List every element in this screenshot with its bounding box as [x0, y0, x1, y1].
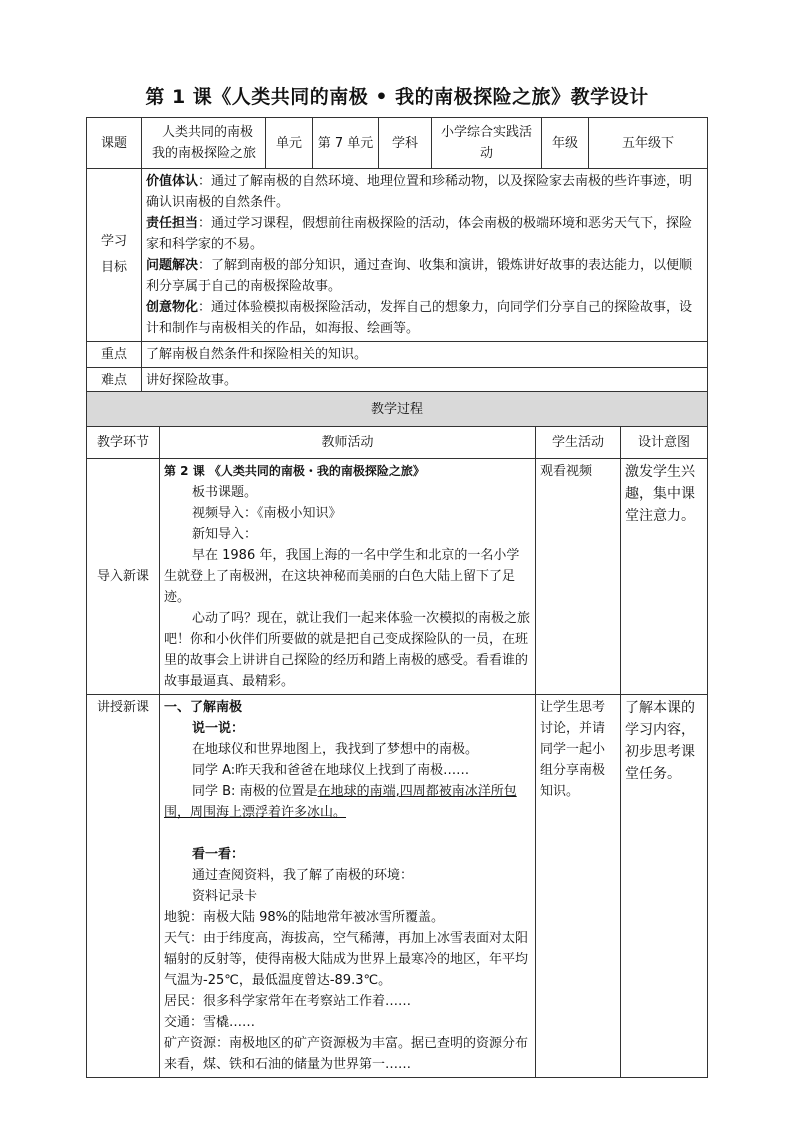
objective-text: 了解到南极的部分知识，通过查询、收集和演讲，锻炼讲好故事的表达能力，以便顺利分享属于自己的南极探险故事。 [146, 258, 693, 294]
fact-line: 天气：由于纬度高，海拔高，空气稀薄，再加上冰雪表面对太阳辐射的反射等，使得南极大陆成为世界上最寒冷的地区，年平均气温为-25℃，最低温度曾达-89.3℃。 [164, 931, 529, 988]
label-key-point: 重点 [87, 342, 142, 368]
objective-text: 通过体验模拟南极探险活动，发挥自己的想象力，向同学们分享自己的探险故事，设计和制作与南极相关的作品，如海报、绘画等。 [146, 300, 693, 336]
intro-line: 板书课题。 [192, 485, 258, 500]
objective-key: 创意物化 [146, 300, 199, 315]
objective-key: 价值体认 [146, 174, 199, 189]
intro-line: 新知导入： [192, 527, 258, 542]
objective-text: 通过学习课程，假想前往南极探险的活动，体会南极的极端环境和恶劣天气下，探险家和科学家的不易。 [146, 216, 693, 252]
student-b-underlined: 在地球的南端,四周都被南冰洋所包围，周围海上漂浮着许多冰山。 [164, 784, 517, 820]
say-line: 在地球仪和世界地图上，我找到了梦想中的南极。 [192, 742, 479, 757]
teach-row [87, 695, 708, 1078]
objective-item: 问题解决：了解到南极的部分知识，通过查询、收集和演讲，锻炼讲好故事的表达能力，以便顺利分享属于自己的南极探险故事。 [146, 258, 693, 294]
intro-stage: 导入新课 [87, 459, 160, 695]
student-a-line: 同学 A:昨天我和爸爸在地球仪上找到了南极…… [192, 763, 470, 778]
intro-paragraph: 早在 1986 年，我国上海的一名中学生和北京的一名小学生就登上了南极洲，在这块神秘而美丽的白色大陆上留下了足迹。 [164, 548, 520, 605]
label-objectives [87, 169, 142, 342]
info-table [86, 117, 708, 394]
student-b-line [164, 781, 531, 823]
fact-line: 居民：很多科学家常年在考察站工作着…… [164, 994, 412, 1009]
intro-row [87, 459, 708, 695]
label-difficulty: 难点 [87, 368, 142, 394]
key-point-text: 了解南极自然条件和探险相关的知识。 [142, 342, 708, 368]
teach-teacher [160, 695, 536, 1078]
label-grade: 年级 [542, 118, 589, 169]
objective-item: 责任担当：通过学习课程，假想前往南极探险的活动，体会南极的极端环境和恶劣天气下，探险家和科学家的不易。 [146, 216, 693, 252]
col-stage: 教学环节 [87, 427, 160, 459]
fact-line: 交通：雪橇…… [164, 1015, 256, 1030]
objective-key: 问题解决 [146, 258, 199, 273]
objective-item: 创意物化：通过体验模拟南极探险活动，发挥自己的想象力，向同学们分享自己的探险故事，设计和制作与南极相关的作品，如海报、绘画等。 [146, 300, 693, 336]
intro-teacher [160, 459, 536, 695]
look-heading: 看一看： [192, 847, 245, 862]
look-line: 通过查阅资料，我了解了南极的环境： [192, 868, 414, 883]
say-heading: 说一说： [192, 721, 245, 736]
teach-intent: 了解本课的学习内容，初步思考课堂任务。 [621, 695, 708, 1078]
intro-heading: 第 2 课 《人类共同的南极・我的南极探险之旅》 [164, 464, 425, 478]
label-subject: 学科 [379, 118, 432, 169]
col-intent: 设计意图 [621, 427, 708, 459]
grade-value: 五年级下 [589, 118, 708, 169]
blank-line [164, 823, 531, 844]
section-heading: 一、了解南极 [164, 700, 243, 715]
document-title: 第 1 课《人类共同的南极 • 我的南极探险之旅》教学设计 [145, 86, 649, 108]
card-title: 资料记录卡 [192, 889, 258, 904]
student-b-prefix: 同学 B: 南极的位置是 [192, 784, 318, 799]
objectives-list [142, 169, 708, 342]
objective-text: 通过了解南极的自然环境、地理位置和珍稀动物，以及探险家去南极的些许事迹，明确认识南极的自然条件。 [146, 174, 693, 210]
process-table [86, 391, 708, 1078]
intro-paragraph: 心动了吗？现在，就让我们一起来体验一次模拟的南极之旅吧！你和小伙伴们所要做的就是把自己变成探险队的一员，在班里的故事会上讲讲自己探险的经历和踏上南极的感受。看看谁的故事最逼真、最精彩。 [164, 611, 531, 689]
topic-line-1: 人类共同的南极 [162, 125, 254, 140]
intro-line: 视频导入：《南极小知识》 [192, 506, 342, 521]
col-teacher: 教师活动 [160, 427, 536, 459]
label-topic: 课题 [87, 118, 142, 169]
subject-value: 小学综合实践活动 [432, 118, 542, 169]
process-header: 教学过程 [87, 392, 708, 427]
topic-cell [142, 118, 266, 169]
intro-intent: 激发学生兴趣，集中课堂注意力。 [621, 459, 708, 695]
intro-student: 观看视频 [536, 459, 621, 695]
difficulty-text: 讲好探险故事。 [142, 368, 708, 394]
label-unit: 单元 [266, 118, 313, 169]
unit-value: 第 7 单元 [313, 118, 379, 169]
objective-key: 责任担当 [146, 216, 199, 231]
fact-line: 地貌：南极大陆 98%的陆地常年被冰雪所覆盖。 [164, 910, 445, 925]
objectives-label: 学习目标 [100, 234, 127, 275]
teach-stage: 讲授新课 [87, 695, 160, 1078]
teach-student: 让学生思考讨论，并请同学一起小组分享南极知识。 [536, 695, 621, 1078]
topic-line-2: 我的南极探险之旅 [152, 146, 257, 161]
objective-item: 价值体认：通过了解南极的自然环境、地理位置和珍稀动物，以及探险家去南极的些许事迹，明确认识南极的自然条件。 [146, 174, 693, 210]
col-student: 学生活动 [536, 427, 621, 459]
fact-line: 矿产资源：南极地区的矿产资源极为丰富。据已查明的资源分布来看，煤、铁和石油的储量为世界第一…… [164, 1036, 529, 1072]
